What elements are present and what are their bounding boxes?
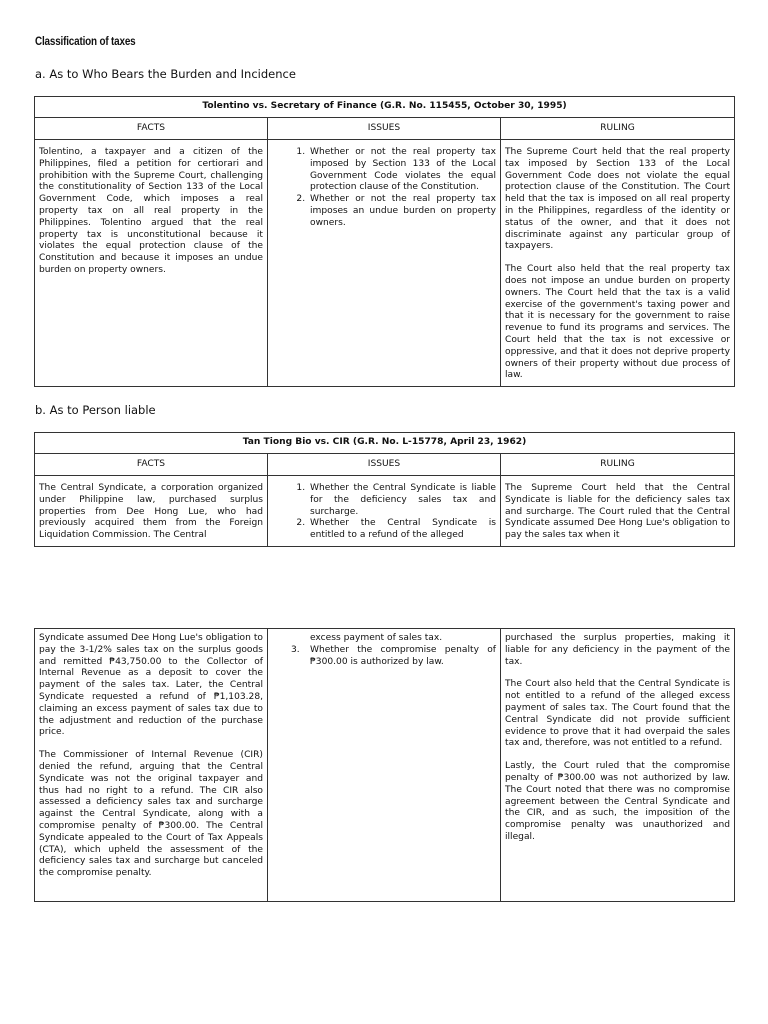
facts-paragraph: The Commissioner of Internal Revenue (CIR) denied the refund, arguing that the Central Syndicate was not the original taxpayer and thus had no right to a refund. The CIR also assessed a deficiency sales tax and surcharge against the Central Syndicate, along with a compromise penalty of ₱300.00. The Central Syndicate appealed to the Court of Tax Appeals (CTA), which upheld the assessment of the deficiency sales tax and surcharge but canceled the compromise penalty.	[39, 750, 263, 879]
facts-cell	[35, 476, 268, 547]
ruling-paragraph: The Court also held that the real property tax does not impose an undue burden on property owners. The Court held that the tax is a valid exercise of the government's taxing power and that it is necessary for the government to raise revenue to fund its programs and services. The Court held that the tax is not excessive or oppressive, and that it does not deprive property owners of their property without due process of law.	[505, 264, 731, 381]
facts-cell	[35, 629, 268, 902]
issues-cell	[268, 476, 501, 547]
facts-header: FACTS	[35, 118, 268, 140]
issues-list	[272, 483, 496, 542]
section-heading-person-liable: b. As to Person liable	[35, 403, 156, 417]
case-table-tolentino	[34, 96, 735, 387]
issue-item: 2. Whether the Central Syndicate is entitled to a refund of the alleged	[308, 518, 496, 542]
issue-item-continued: excess payment of sales tax.	[310, 633, 443, 643]
issue-number: 3.	[291, 644, 300, 655]
ruling-cell	[501, 476, 735, 547]
facts-paragraph: Tolentino, a taxpayer and a citizen of the Philippines, filed a petition for certiorari and prohibition with the Supreme Court, challenging the constitutionality of Section 133 of the Local Government Code, which imposes a real property tax on all real property in the Philippines. Tolentino argued that the real property tax is unconstitutional because it violates the equal protection clause of the Constitution and because it imposes an undue burden on property owners.	[39, 147, 263, 275]
facts-header: FACTS	[35, 454, 268, 476]
issues-list	[272, 633, 496, 668]
case-table-tan-tiong-bio	[34, 432, 735, 547]
ruling-cell	[501, 140, 735, 387]
issue-item: 1. Whether or not the real property tax imposed by Section 133 of the Local Government Code violates the equal protection clause of the Constitution.	[308, 147, 496, 194]
issue-item: 2. Whether or not the real property tax imposes an undue burden on property owners.	[308, 194, 496, 229]
case-title: Tolentino vs. Secretary of Finance (G.R. No. 115455, October 30, 1995)	[35, 97, 735, 118]
ruling-paragraph: The Supreme Court held that the real property tax imposed by Section 133 of the Local Government Code does not violate the equal protection clause of the Constitution. The Court held that the tax is imposed on all real property in the Philippines, regardless of the identity or status of the owner, and that it does not discriminate against any particular group of taxpayers.	[505, 147, 731, 252]
issue-item: 1. Whether the Central Syndicate is liable for the deficiency sales tax and surcharge.	[308, 483, 496, 518]
ruling-paragraph: Lastly, the Court ruled that the compromise penalty of ₱300.00 was not authorized by law. The Court noted that there was no compromise agreement between the Central Syndicate and the CIR, and as such, the imposition of the compromise penalty was unauthorized and illegal.	[505, 761, 730, 842]
facts-paragraph: Syndicate assumed Dee Hong Lue's obligation to pay the 3-1/2% sales tax on the surplus goods and remitted ₱43,750.00 to the Collector of Internal Revenue as a deposit to cover the payment of the sales tax. Later, the Central Syndicate requested a refund of ₱1,103.28, claiming an excess payment of sales tax due to the adjustment and reduction of the purchase price.	[39, 633, 263, 738]
ruling-paragraph: The Supreme Court held that the Central Syndicate is liable for the deficiency sales tax and surcharge. The Court ruled that the Central Syndicate assumed Dee Hong Lue's obligation to pay the sales tax when it	[505, 483, 730, 541]
issues-cell	[268, 629, 501, 902]
ruling-paragraph: The Court also held that the Central Syndicate is not entitled to a refund of the alleged excess payment of sales tax. The Court found that the Central Syndicate did not provide sufficient evidence to prove that it had overpaid the sales tax and, therefore, was not entitled to a refund.	[505, 679, 730, 749]
facts-paragraph: The Central Syndicate, a corporation organized under Philippine law, purchased surplus properties from Dee Hong Lue, who had previously acquired them from the Foreign Liquidation Commission. The Central	[39, 483, 263, 541]
ruling-header: RULING	[501, 454, 735, 476]
issues-list	[272, 147, 496, 230]
issue-text: Whether the compromise penalty of ₱300.00 is authorized by law.	[310, 644, 496, 667]
issues-header: ISSUES	[268, 454, 501, 476]
section-heading-burden: a. As to Who Bears the Burden and Incidence	[35, 67, 296, 81]
issue-item	[291, 644, 496, 669]
case-title: Tan Tiong Bio vs. CIR (G.R. No. L-15778, April 23, 1962)	[35, 433, 735, 454]
ruling-paragraph: purchased the surplus properties, making it liable for any deficiency in the payment of the tax.	[505, 633, 730, 667]
ruling-header: RULING	[501, 118, 735, 140]
case-table-continued	[34, 628, 735, 902]
document-title: Classification of taxes	[35, 36, 136, 48]
ruling-cell	[501, 629, 735, 902]
issues-cell	[268, 140, 501, 387]
issues-header: ISSUES	[268, 118, 501, 140]
facts-cell	[35, 140, 268, 387]
